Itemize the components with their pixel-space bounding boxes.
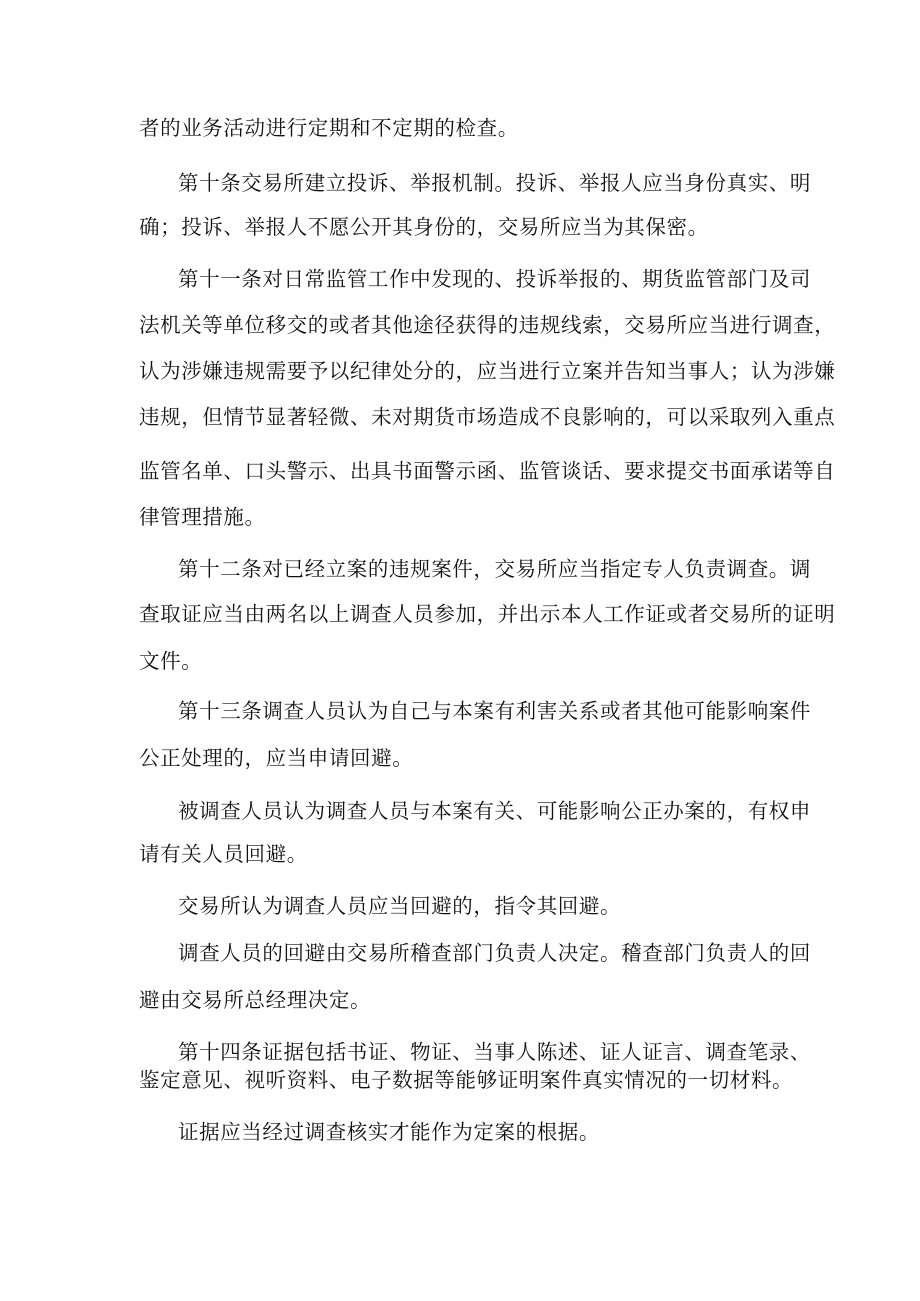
text-line-6: 认为涉嫌违规需要予以纪律处分的，应当进行立案并告知当事人；认为涉嫌: [139, 359, 836, 383]
text-line-19: 避由交易所总经理决定。: [139, 988, 372, 1012]
text-line-9: 律管理措施。: [139, 505, 266, 529]
text-line-1: 者的业务活动进行定期和不定期的检查。: [139, 116, 519, 140]
text-line-18: 调查人员的回避由交易所稽查部门负责人决定。稽查部门负责人的回: [178, 941, 811, 965]
text-line-7: 违规，但情节显著轻微、未对期货市场造成不良影响的，可以采取列入重点: [139, 405, 836, 429]
text-line-13: 第十三条调查人员认为自己与本案有利害关系或者其他可能影响案件: [178, 699, 811, 723]
text-line-4: 第十一条对日常监管工作中发现的、投诉举报的、期货监管部门及司: [178, 267, 811, 291]
text-line-12: 文件。: [139, 649, 203, 673]
text-line-17: 交易所认为调查人员应当回避的，指令其回避。: [178, 894, 622, 918]
text-line-22: 证据应当经过调查核实才能作为定案的根据。: [178, 1120, 600, 1144]
text-line-16: 请有关人员回避。: [139, 842, 308, 866]
text-line-8: 监管名单、口头警示、出具书面警示函、监管谈话、要求提交书面承诺等自: [139, 459, 836, 483]
text-line-3: 确；投诉、举报人不愿公开其身份的，交易所应当为其保密。: [139, 215, 709, 239]
text-line-21: 鉴定意见、视听资料、电子数据等能够证明案件真实情况的一切材料。: [139, 1068, 794, 1092]
text-line-10: 第十二条对已经立案的违规案件，交易所应当指定专人负责调查。调: [178, 557, 811, 581]
text-line-11: 查取证应当由两名以上调查人员参加，并出示本人工作证或者交易所的证明: [139, 602, 836, 626]
text-line-14: 公正处理的，应当申请回避。: [139, 746, 414, 770]
text-line-5: 法机关等单位移交的或者其他途径获得的违规线索，交易所应当进行调查，: [139, 313, 836, 337]
text-line-2: 第十条交易所建立投诉、举报机制。投诉、举报人应当身份真实、明: [178, 171, 811, 195]
text-line-15: 被调查人员认为调查人员与本案有关、可能影响公正办案的，有权申: [178, 799, 811, 823]
text-line-20: 第十四条证据包括书证、物证、当事人陈述、证人证言、调查笔录、: [178, 1040, 811, 1064]
